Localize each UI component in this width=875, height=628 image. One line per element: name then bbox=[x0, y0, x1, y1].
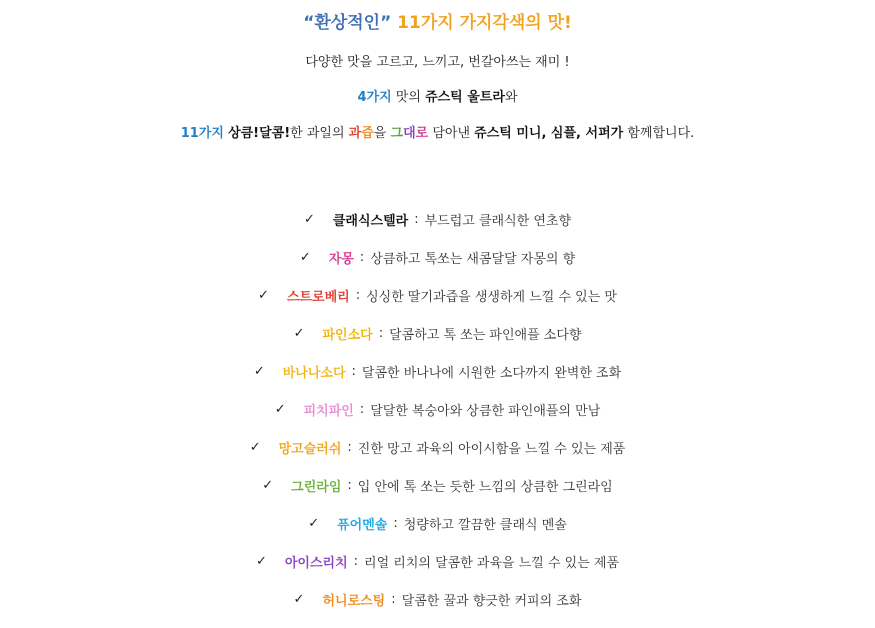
check-icon: ✓ bbox=[293, 325, 305, 341]
check-icon: ✓ bbox=[255, 553, 267, 569]
check-icon: ✓ bbox=[299, 249, 311, 265]
flavor-separator: : bbox=[347, 439, 352, 455]
flavor-list bbox=[0, 200, 875, 618]
check-icon: ✓ bbox=[303, 211, 315, 227]
flavor-description: 부드럽고 클래식한 연초향 bbox=[424, 213, 572, 229]
flavor-description: 리얼 리치의 달콤한 과육을 느낄 수 있는 제품 bbox=[364, 555, 620, 571]
flavor-description: 상큼하고 톡쏘는 새콤달달 자몽의 향 bbox=[370, 251, 576, 267]
flavor-description: 달콤한 꿀과 향긋한 커피의 조화 bbox=[401, 593, 582, 609]
intro-line-3-count: 11가지 bbox=[180, 126, 224, 141]
intro-line-3-as-is-2: 대 bbox=[403, 126, 416, 141]
intro-line-3-products: 쥬스틱 미니, 심플, 서퍼가 bbox=[474, 126, 624, 141]
intro-line-3-contain: 담아낸 bbox=[432, 126, 471, 141]
flavor-item bbox=[0, 314, 875, 352]
check-icon: ✓ bbox=[258, 287, 269, 303]
title-rest: 11가지 가지각색의 맛! bbox=[397, 13, 572, 33]
flavor-separator: : bbox=[359, 249, 365, 265]
intro-line-2-end: 와 bbox=[504, 90, 518, 105]
intro-line-3-fruit: 한 과일의 bbox=[290, 126, 345, 141]
intro-line-3-juice-2: 즙 bbox=[361, 126, 374, 141]
flavor-separator: : bbox=[391, 591, 396, 607]
intro-line-3 bbox=[0, 125, 875, 143]
intro-line-2-product: 쥬스틱 울트라 bbox=[425, 90, 505, 105]
flavor-description: 달달한 복숭아와 상큼한 파인애플의 만남 bbox=[370, 403, 601, 419]
flavor-description: 달콤한 바나나에 시원한 소다까지 완벽한 조화 bbox=[361, 365, 622, 381]
flavor-item bbox=[0, 276, 875, 314]
flavor-separator: : bbox=[351, 363, 356, 379]
flavor-name: 피치파인 bbox=[303, 403, 354, 419]
flavor-description: 입 안에 톡 쏘는 듯한 느낌의 상큼한 그린라임 bbox=[357, 479, 613, 495]
flavor-item bbox=[0, 466, 875, 504]
flavor-item bbox=[0, 542, 875, 580]
check-icon: ✓ bbox=[308, 515, 320, 531]
flavor-name: 스트로베리 bbox=[286, 289, 350, 305]
intro-line-3-sweet: 상큼!달콤! bbox=[228, 126, 291, 141]
flavor-name: 클래식스텔라 bbox=[332, 213, 409, 229]
intro-line-3-as-is-1: 그 bbox=[390, 126, 404, 141]
flavor-name: 퓨어멘솔 bbox=[337, 517, 388, 533]
intro-line-3-end: 함께합니다. bbox=[627, 126, 695, 141]
flavor-description: 싱싱한 딸기과즙을 생생하게 느낄 수 있는 맛 bbox=[366, 289, 617, 305]
intro-line-3-juice-3: 을 bbox=[373, 126, 387, 141]
intro-line-2 bbox=[0, 89, 875, 107]
flavor-item bbox=[0, 580, 875, 618]
flavor-item bbox=[0, 200, 875, 238]
flavor-separator: : bbox=[378, 325, 384, 341]
check-icon: ✓ bbox=[249, 439, 261, 455]
flavor-name: 망고슬러쉬 bbox=[278, 441, 342, 457]
intro-line-2-mid: 맛의 bbox=[395, 90, 421, 105]
flavor-description: 달콤하고 톡 쏘는 파인애플 소다향 bbox=[389, 327, 582, 343]
check-icon: ✓ bbox=[274, 401, 286, 417]
intro-line-2-count: 4가지 bbox=[357, 90, 392, 105]
flavor-separator: : bbox=[414, 211, 419, 227]
check-icon: ✓ bbox=[293, 591, 305, 607]
flavor-description: 진한 망고 과육의 아이시함을 느낄 수 있는 제품 bbox=[357, 441, 626, 457]
flavor-name: 파인소다 bbox=[322, 327, 373, 343]
intro-line-3-juice-1: 과 bbox=[348, 126, 362, 141]
flavor-separator: : bbox=[359, 401, 365, 417]
flavor-description: 청량하고 깔끔한 클래식 멘솔 bbox=[403, 517, 567, 533]
flavor-name: 허니로스팅 bbox=[322, 593, 386, 609]
flavor-name: 자몽 bbox=[328, 251, 354, 267]
flavor-item bbox=[0, 390, 875, 428]
page-title bbox=[0, 11, 875, 35]
intro-line-1 bbox=[0, 54, 875, 72]
check-icon: ✓ bbox=[253, 363, 265, 379]
intro-line-1-text: 다양한 맛을 고르고, 느끼고, 번갈아쓰는 재미 ! bbox=[305, 55, 570, 70]
flavor-separator: : bbox=[355, 287, 361, 303]
flavor-name: 바나나소다 bbox=[282, 365, 346, 381]
flavor-item bbox=[0, 238, 875, 276]
flavor-separator: : bbox=[353, 553, 359, 569]
flavor-separator: : bbox=[393, 515, 398, 531]
flavor-separator: : bbox=[347, 477, 352, 493]
flavor-item bbox=[0, 352, 875, 390]
flavor-item bbox=[0, 504, 875, 542]
flavor-name: 그린라임 bbox=[291, 479, 342, 495]
title-quote: “환상적인” bbox=[303, 13, 392, 33]
intro-line-3-as-is-3: 로 bbox=[415, 126, 429, 141]
flavor-name: 아이스리치 bbox=[284, 555, 348, 571]
flavor-item bbox=[0, 428, 875, 466]
check-icon: ✓ bbox=[262, 477, 274, 493]
